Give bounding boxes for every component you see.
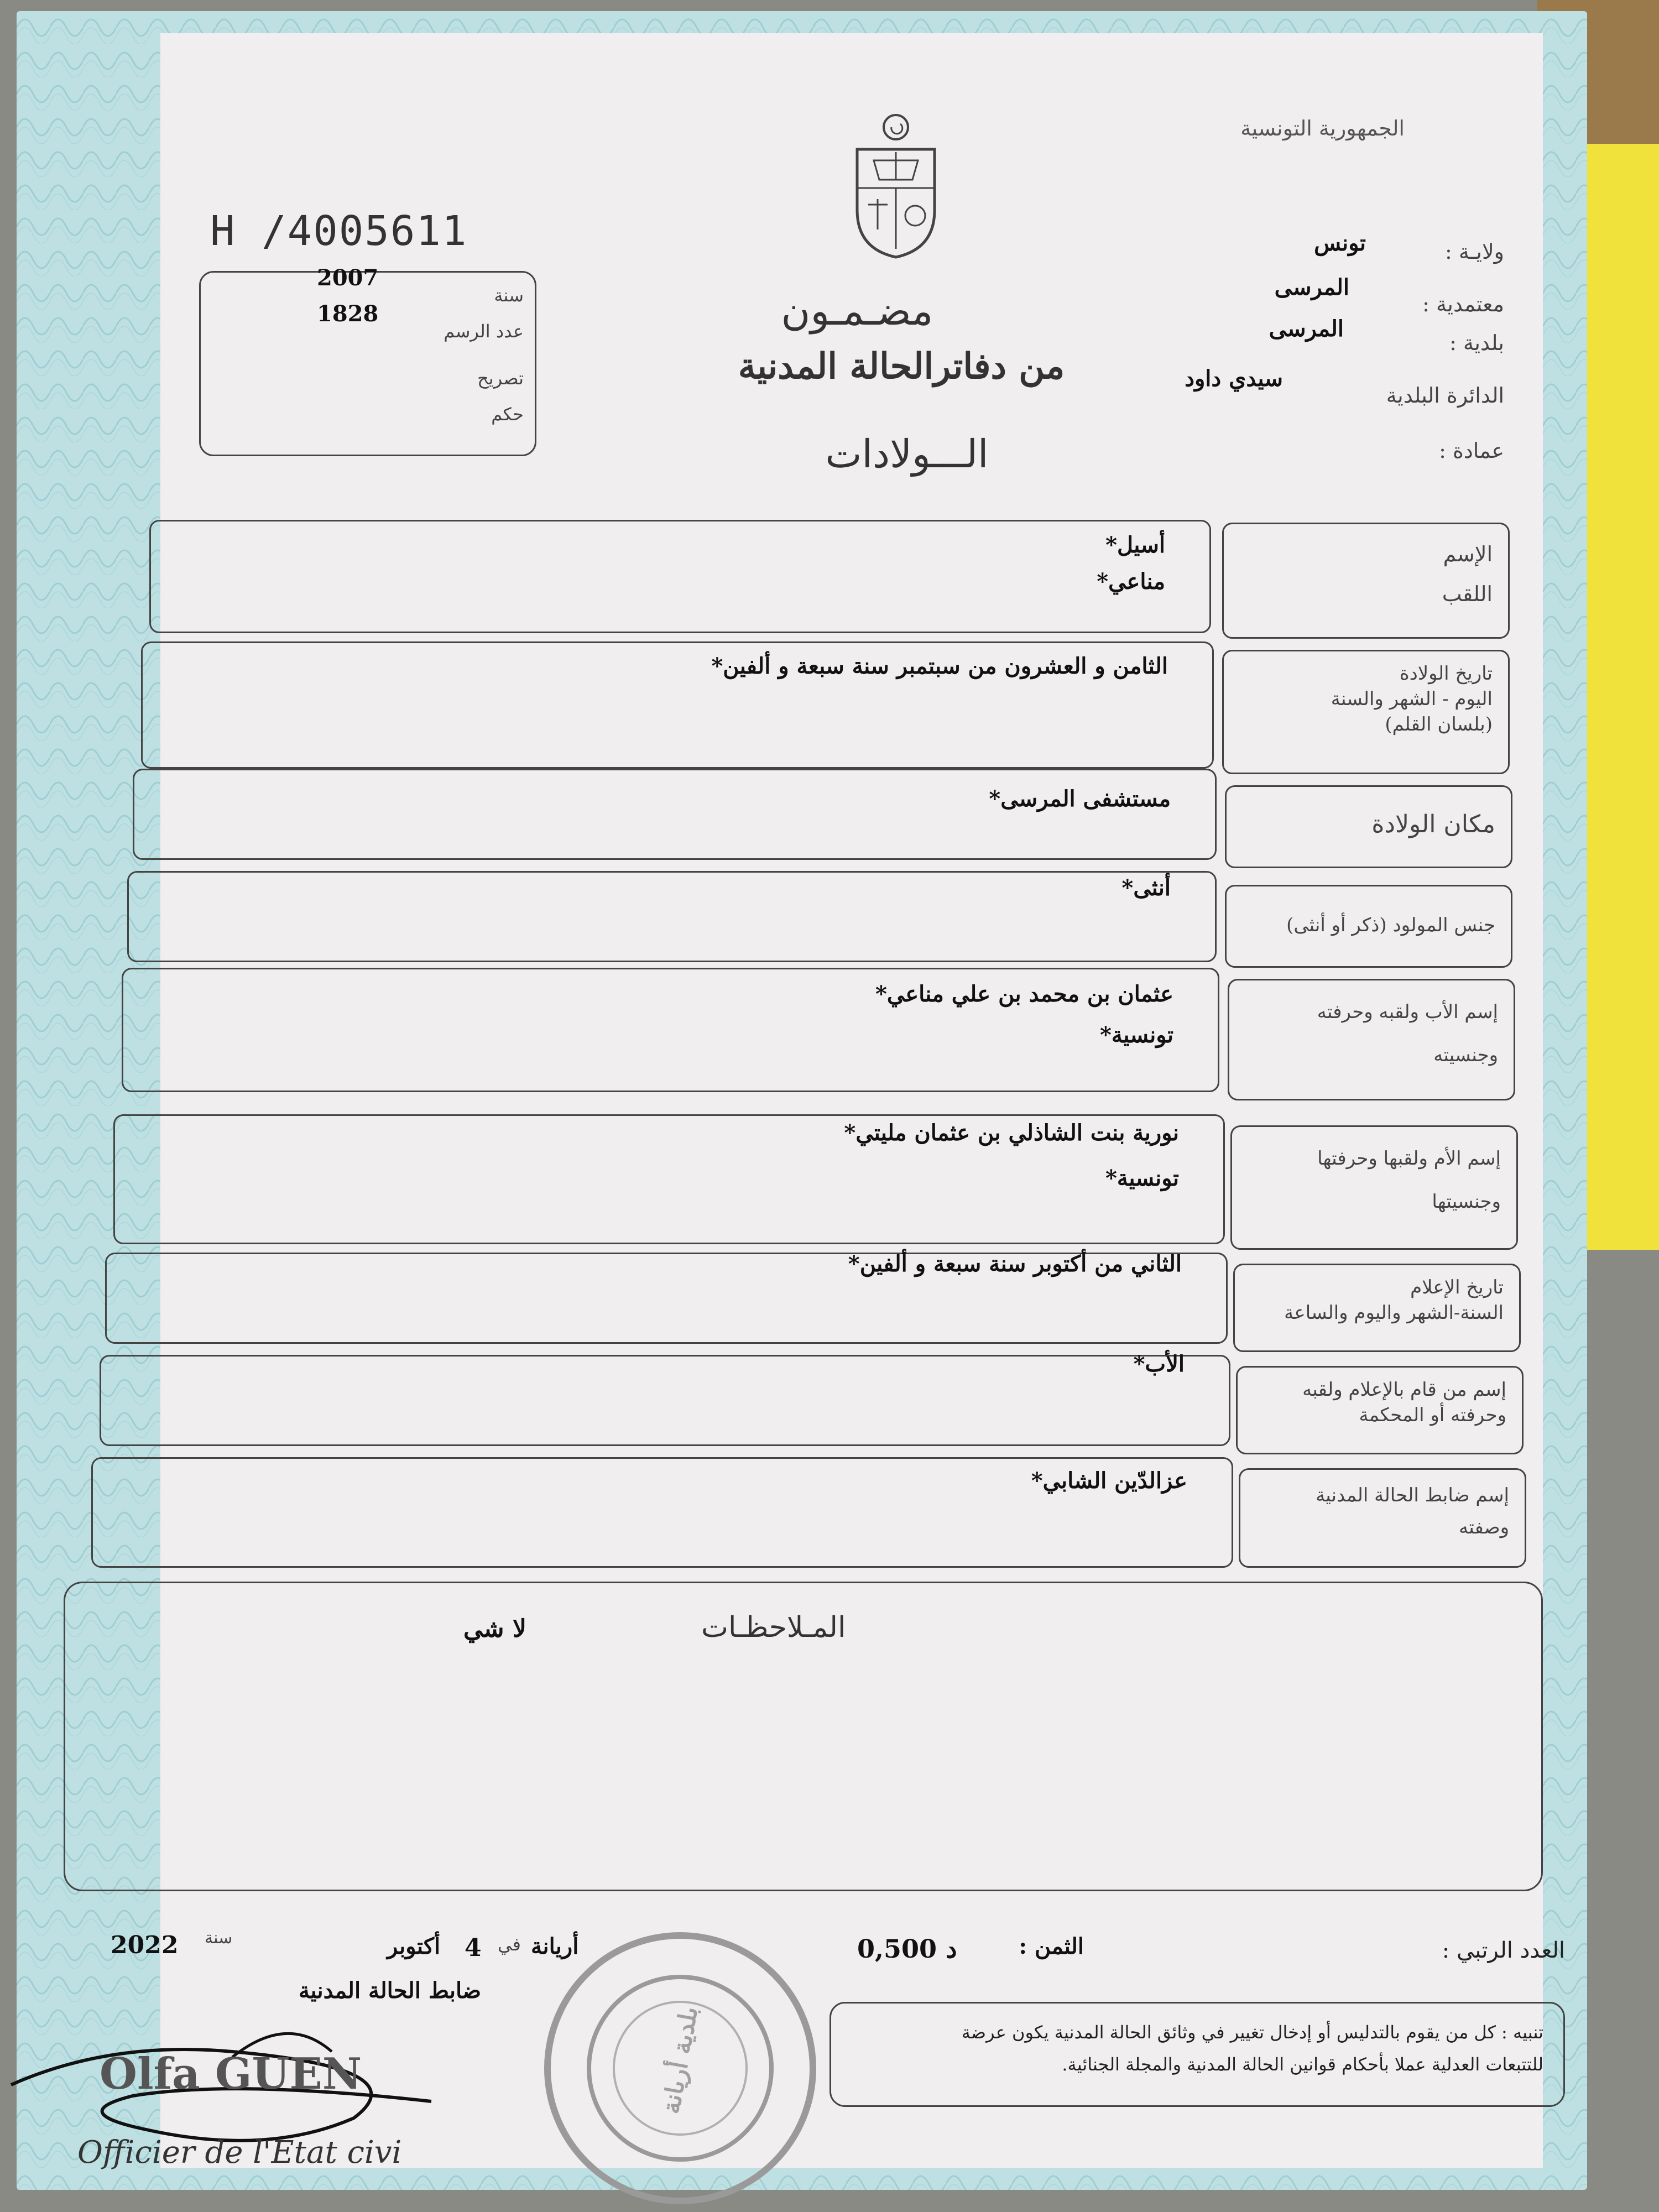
record-year-label: سنة: [494, 285, 524, 306]
label-box-birth-place: [1225, 785, 1512, 868]
value-box-declarant: [100, 1351, 1230, 1446]
field-value-declaration-date: الثاني من أكتوبر سنة سبعة و ألفين*: [848, 1251, 1182, 1277]
label-box-sex: [1225, 885, 1512, 968]
issue-day: 4: [465, 1934, 482, 1962]
issue-month: أكتوبر: [387, 1933, 441, 1959]
baladia-label: بلدية :: [1449, 331, 1504, 355]
field-label-sex: جنس المولود (ذكر أو أنثى): [1286, 914, 1495, 936]
field-label-mother: إسم الأم ولقبها وحرفتها وجنسيتها: [1317, 1147, 1501, 1213]
field-label-birth-place: مكان الولادة: [1371, 810, 1495, 838]
value-box-birth-date: [141, 641, 1214, 769]
declaration-label: تصريح: [477, 368, 524, 389]
value-box-name: [149, 520, 1211, 633]
value-box-sex: [127, 871, 1217, 962]
field-value-sex: أنثى*: [1121, 875, 1171, 901]
field-label-name: الإسم اللقب: [1442, 542, 1493, 607]
field-value-name: أسيل* مناعي*: [1097, 532, 1165, 594]
price-value: 0,500 د: [857, 1934, 957, 1964]
document-title-line1: مضـمـون: [781, 288, 933, 334]
value-box-birth-place: [133, 769, 1217, 860]
serial-number: H /4005611: [210, 207, 468, 255]
wilaya-label: ولايـة :: [1445, 239, 1504, 264]
field-value-birth-place: مستشفى المرسى*: [989, 786, 1171, 812]
field-value-father: عثمان بن محمد بن علي مناعي* تونسية*: [875, 981, 1173, 1048]
daira-value: سيدي داود: [1185, 366, 1283, 392]
price-label: الثمن :: [1019, 1933, 1084, 1959]
label-box-officer: [1239, 1468, 1526, 1568]
legal-notice-box: [830, 2002, 1565, 2107]
issue-year-value: 2022: [111, 1931, 179, 1959]
issue-place: أريانة: [531, 1933, 579, 1959]
label-box-declarant: [1236, 1366, 1524, 1454]
legal-notice-text: تنبيه : كل من يقوم بالتدليس أو إدخال تغيير في وثائق الحالة المدنية يكون عرضة للتتبعات العدلية عملا بأحكام قوانين الحالة المدنية والمجلة الجنائية.: [961, 2022, 1543, 2075]
omada-label: عمادة :: [1439, 439, 1504, 463]
signature-name: Olfa GUEN: [100, 2049, 362, 2099]
officer-title: ضابط الحالة المدنية: [299, 1978, 482, 2004]
field-label-declarant: إسم من قام بالإعلام ولقبه وحرفته أو المحكمة: [1302, 1379, 1506, 1426]
tunisia-coat-of-arms-icon: [841, 111, 951, 260]
field-label-declaration-date: تاريخ الإعلام السنة-الشهر واليوم والساعة: [1284, 1276, 1504, 1324]
record-number-label: عدد الرسم: [444, 321, 524, 342]
label-box-birth-date: [1222, 650, 1510, 774]
document-title-line2: من دفاترالحالة المدنية: [738, 346, 1065, 387]
field-value-birth-date: الثامن و العشرون من سبتمبر سنة سبعة و ألفين*: [711, 653, 1168, 679]
record-number-value: 1828: [317, 301, 379, 327]
remarks-value: لا شي: [463, 1615, 526, 1643]
field-value-officer: عزالدّين الشابي*: [1031, 1468, 1187, 1494]
section-title-births: الـــولادات: [825, 431, 989, 477]
label-box-father: [1228, 979, 1515, 1100]
record-number-box: [199, 265, 536, 456]
remarks-label: المـلاحظـات: [701, 1611, 846, 1644]
field-label-father: إسم الأب ولقبه وحرفته وجنسيته: [1317, 1001, 1498, 1067]
serial-label: العدد الرتبي :: [1442, 1938, 1565, 1963]
field-label-officer: إسم ضابط الحالة المدنية وصفته: [1316, 1484, 1509, 1538]
mootamadia-label: معتمدية :: [1422, 292, 1504, 316]
value-box-declaration-date: [105, 1253, 1228, 1344]
mootamadia-value: المرسى: [1274, 274, 1349, 300]
date-prefix: في: [498, 1934, 521, 1955]
baladia-value: المرسى: [1269, 316, 1344, 342]
field-value-mother: نورية بنت الشاذلي بن عثمان مليتي* تونسية*: [844, 1120, 1179, 1191]
field-value-declarant: الأب*: [1133, 1351, 1185, 1377]
value-box-officer: [91, 1457, 1233, 1568]
stamp-text: بلدية أريانة: [656, 2004, 704, 2116]
label-box-declaration-date: [1233, 1264, 1521, 1352]
record-year-value: 2007: [317, 265, 379, 291]
wilaya-value: تونس: [1314, 230, 1366, 256]
field-label-birth-date: تاريخ الولادة اليوم - الشهر والسنة (بلسان القلم): [1331, 662, 1493, 735]
republic-header: الجمهورية التونسية: [1240, 116, 1405, 140]
value-box-mother: [113, 1114, 1225, 1244]
signature-title: Officier de l'Etat civi: [77, 2135, 402, 2171]
value-box-father: [122, 968, 1219, 1092]
label-box-mother: [1230, 1125, 1518, 1250]
label-box-name: [1222, 523, 1510, 639]
issue-year-label: سنة: [205, 1928, 233, 1948]
judgment-label: حكم: [491, 404, 524, 425]
daira-label: الدائرة البلدية: [1386, 383, 1504, 408]
remarks-box: [64, 1582, 1543, 1891]
